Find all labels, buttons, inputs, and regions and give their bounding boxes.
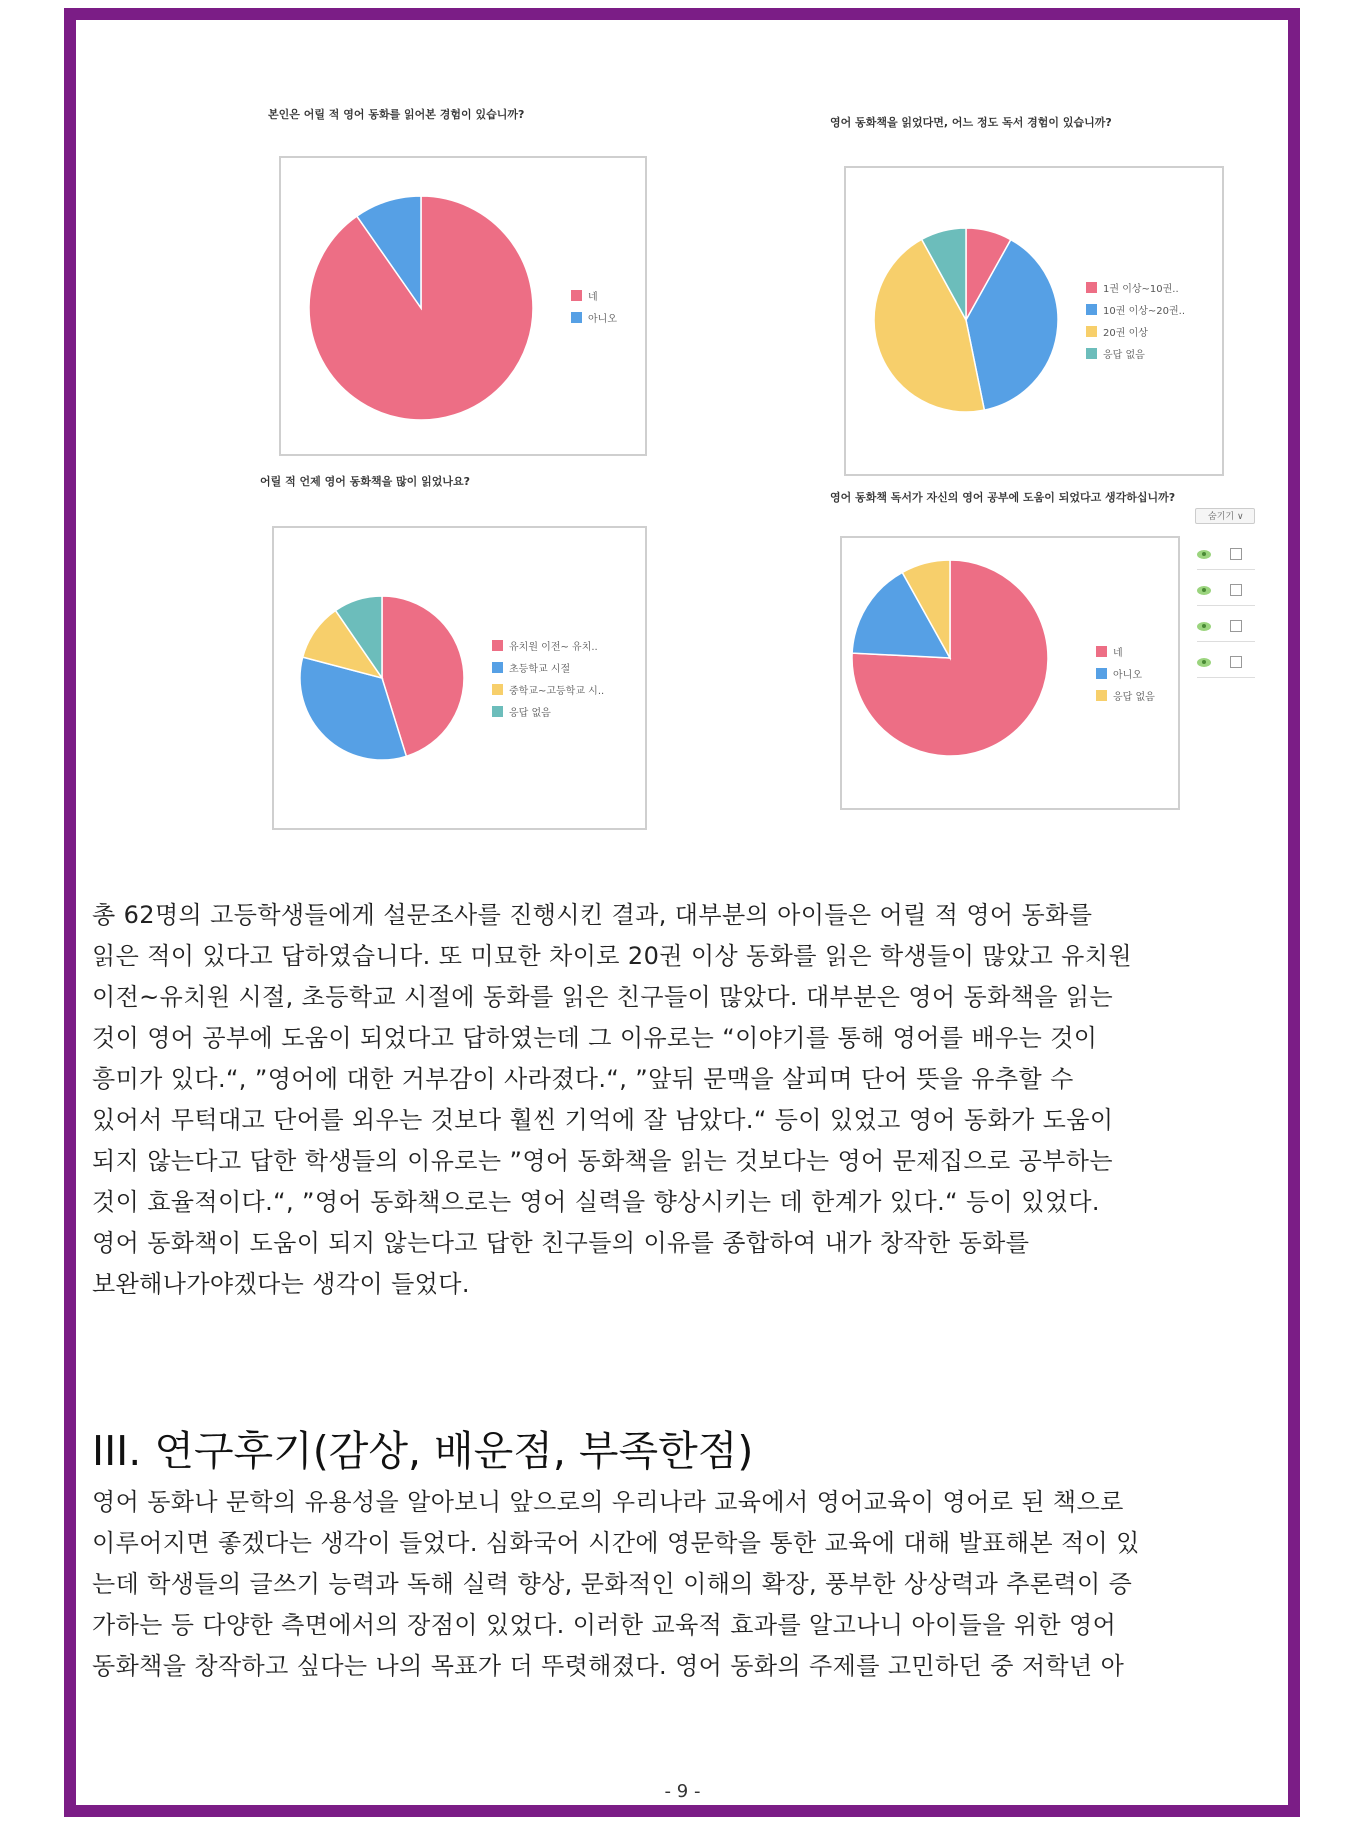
legend-label: 응답 없음 bbox=[1103, 349, 1145, 361]
legend-item bbox=[492, 656, 604, 678]
legend-swatch bbox=[1096, 646, 1107, 657]
chart4-box bbox=[840, 536, 1180, 810]
legend-swatch bbox=[571, 290, 582, 301]
eye-icon[interactable] bbox=[1197, 622, 1211, 631]
legend-swatch bbox=[492, 662, 503, 673]
legend-item bbox=[492, 678, 604, 700]
divider bbox=[1197, 569, 1255, 570]
text-line: 는데 학생들의 글쓰기 능력과 독해 실력 향상, 문화적인 이해의 확장, 풍부한 상상력과 추론력이 증 bbox=[92, 1570, 1133, 1598]
legend-swatch bbox=[492, 640, 503, 651]
chart1-title: 본인은 어릴 적 영어 동화를 읽어본 경험이 있습니까? bbox=[268, 108, 525, 121]
legend-label: 응답 없음 bbox=[1113, 691, 1155, 703]
legend-swatch bbox=[1086, 348, 1097, 359]
text-line: 있어서 무턱대고 단어를 외우는 것보다 훨씬 기억에 잘 남았다.“ 등이 있었고 영어 동화가 도움이 bbox=[92, 1106, 1114, 1134]
legend-item bbox=[571, 284, 617, 306]
text-line: 총 62명의 고등학생들에게 설문조사를 진행시킨 결과, 대부분의 아이들은 어릴 적 영어 동화를 bbox=[92, 901, 1093, 929]
legend-label: 네 bbox=[588, 291, 598, 303]
checkbox[interactable] bbox=[1230, 548, 1242, 560]
series-row[interactable] bbox=[1197, 650, 1255, 680]
checkbox[interactable] bbox=[1230, 620, 1242, 632]
legend-item bbox=[1086, 320, 1185, 342]
chart4-title: 영어 동화책 독서가 자신의 영어 공부에 도움이 되었다고 생각하십니까? bbox=[830, 491, 1176, 504]
text-line: 동화책을 창작하고 싶다는 나의 목표가 더 뚜렷해졌다. 영어 동화의 주제를 고민하던 중 저학년 아 bbox=[92, 1652, 1125, 1680]
eye-icon[interactable] bbox=[1197, 586, 1211, 595]
text-line: 되지 않는다고 답한 학생들의 이유로는 ”영어 동화책을 읽는 것보다는 영어 문제집으로 공부하는 bbox=[92, 1147, 1113, 1175]
section-heading: III. 연구후기(감상, 배운점, 부족한점) bbox=[92, 1427, 754, 1475]
legend-swatch bbox=[1096, 668, 1107, 679]
text-line: 흥미가 있다.“, ”영어에 대한 거부감이 사라졌다.“, ”앞뒤 문맥을 살피며 단어 뜻을 유추할 수 bbox=[92, 1065, 1074, 1093]
page-number: - 9 - bbox=[664, 1781, 701, 1802]
legend-swatch bbox=[1086, 282, 1097, 293]
legend-item bbox=[1086, 276, 1185, 298]
divider bbox=[1197, 641, 1255, 642]
text-line: 이루어지면 좋겠다는 생각이 들었다. 심화국어 시간에 영문학을 통한 교육에 대해 발표해본 적이 있 bbox=[92, 1529, 1140, 1557]
legend-swatch bbox=[492, 706, 503, 717]
series-row[interactable] bbox=[1197, 542, 1255, 572]
legend-item bbox=[1096, 662, 1155, 684]
legend-item bbox=[571, 306, 617, 328]
text-line: 가하는 등 다양한 측면에서의 장점이 있었다. 이러한 교육적 효과를 알고나니 아이들을 위한 영어 bbox=[92, 1611, 1117, 1639]
legend-label: 10권 이상~20권.. bbox=[1103, 305, 1186, 317]
chart3-box bbox=[272, 526, 647, 830]
text-line: 영어 동화책이 도움이 되지 않는다고 답한 친구들의 이유를 종합하여 내가 창작한 동화를 bbox=[92, 1229, 1030, 1257]
text-line: 이전~유치원 시절, 초등학교 시절에 동화를 읽은 친구들이 많았다. 대부분은 영어 동화책을 읽는 bbox=[92, 983, 1114, 1011]
text-line: 것이 효율적이다.“, ”영어 동화책으로는 영어 실력을 향상시키는 데 한계가 있다.“ 등이 있었다. bbox=[92, 1188, 1100, 1216]
side-panel bbox=[1185, 502, 1255, 682]
hide-toggle[interactable]: 숨기기 ∨ bbox=[1195, 508, 1255, 524]
series-row[interactable] bbox=[1197, 578, 1255, 608]
legend-swatch bbox=[571, 312, 582, 323]
chart3-legend bbox=[492, 634, 604, 722]
legend-label: 초등학교 시절 bbox=[509, 663, 571, 675]
legend-swatch bbox=[1086, 304, 1097, 315]
chart1-legend bbox=[571, 284, 617, 328]
survey-summary-paragraph bbox=[92, 895, 1282, 1305]
divider bbox=[1197, 677, 1255, 678]
legend-label: 아니오 bbox=[1113, 669, 1142, 681]
checkbox[interactable] bbox=[1230, 656, 1242, 668]
legend-item bbox=[1086, 298, 1185, 320]
chart1-box bbox=[279, 156, 647, 456]
legend-item bbox=[1096, 684, 1155, 706]
reflection-paragraph bbox=[92, 1482, 1282, 1687]
legend-item bbox=[1086, 342, 1185, 364]
chart4-legend bbox=[1096, 640, 1155, 706]
legend-label: 아니오 bbox=[588, 313, 617, 325]
chart3-title: 어릴 적 언제 영어 동화책을 많이 읽었나요? bbox=[260, 475, 470, 488]
divider bbox=[1197, 605, 1255, 606]
chart2-box bbox=[844, 166, 1224, 476]
legend-swatch bbox=[1096, 690, 1107, 701]
legend-item bbox=[492, 634, 604, 656]
legend-item bbox=[1096, 640, 1155, 662]
eye-icon[interactable] bbox=[1197, 550, 1211, 559]
legend-label: 네 bbox=[1113, 647, 1123, 659]
legend-item bbox=[492, 700, 604, 722]
checkbox[interactable] bbox=[1230, 584, 1242, 596]
legend-swatch bbox=[492, 684, 503, 695]
legend-label: 1권 이상~10권.. bbox=[1103, 283, 1179, 295]
chart2-title: 영어 동화책을 읽었다면, 어느 정도 독서 경험이 있습니까? bbox=[830, 116, 1112, 129]
series-row[interactable] bbox=[1197, 614, 1255, 644]
eye-icon[interactable] bbox=[1197, 658, 1211, 667]
text-line: 영어 동화나 문학의 유용성을 알아보니 앞으로의 우리나라 교육에서 영어교육이 영어로 된 책으로 bbox=[92, 1488, 1124, 1516]
text-line: 읽은 적이 있다고 답하였습니다. 또 미묘한 차이로 20권 이상 동화를 읽은 학생들이 많았고 유치원 bbox=[92, 942, 1132, 970]
chart2-legend bbox=[1086, 276, 1185, 364]
text-line: 보완해나가야겠다는 생각이 들었다. bbox=[92, 1270, 470, 1298]
legend-swatch bbox=[1086, 326, 1097, 337]
legend-label: 응답 없음 bbox=[509, 707, 551, 719]
text-line: 것이 영어 공부에 도움이 되었다고 답하였는데 그 이유로는 “이야기를 통해 영어를 배우는 것이 bbox=[92, 1024, 1098, 1052]
legend-label: 20권 이상 bbox=[1103, 327, 1148, 339]
legend-label: 중학교~고등학교 시.. bbox=[509, 685, 605, 697]
legend-label: 유치원 이전~ 유치.. bbox=[509, 641, 598, 653]
